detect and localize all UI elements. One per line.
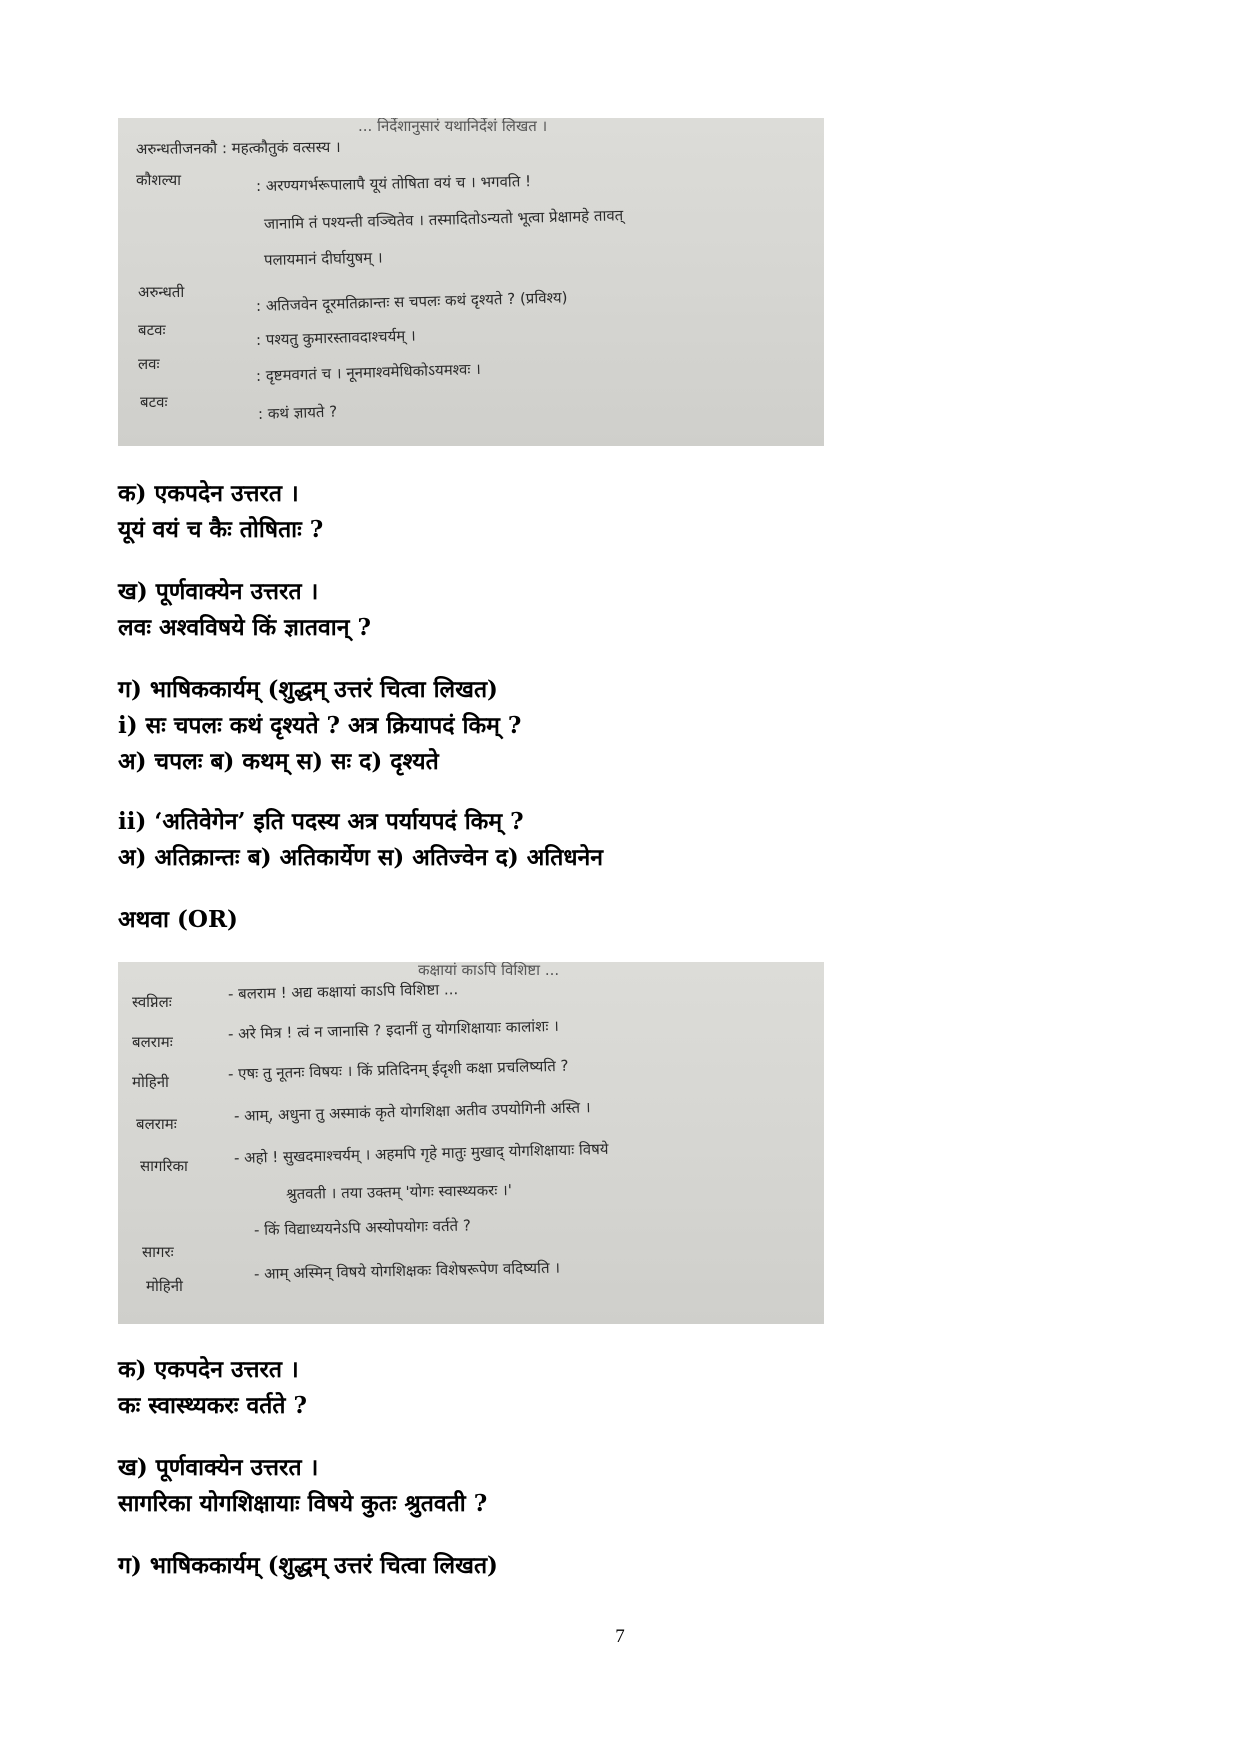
speaker-label: बटवः [138,321,166,339]
dialogue-text: - आम् अस्मिन् विषये योगशिक्षकः विशेषरूपेण वदिष्यति । [253,1258,561,1283]
question-title: ख) पूर्णवाक्येन उत्तरत । [118,578,319,605]
answer-options: अ) अतिक्रान्तः ब) अतिकार्येण स) अतिज्वेन द) अतिधनेन [118,844,604,871]
speaker-label: लवः [138,355,160,373]
speaker-label: बलरामः [132,1033,173,1051]
question-title: क) एकपदेन उत्तरत । [118,480,299,507]
dialogue-text: - किं विद्याध्ययनेऽपि अस्योपयोगः वर्तते ? [253,1216,472,1239]
speaker-label: मोहिनी [146,1277,183,1295]
dialogue-text: श्रुतवती । तया उक्तम् 'योगः स्वास्थ्यकरः ।' [285,1181,513,1203]
question-text: कः स्वास्थ्यकरः वर्तते ? [118,1392,307,1419]
dialogue-text: जानामि तं पश्यन्ती वञ्चितेव । तस्मादितोऽन्यतो भूत्वा प्रेक्षामहे तावत् [263,206,624,233]
dialogue-text: पलायमानं दीर्घायुषम् । [263,248,383,269]
question-title: ख) पूर्णवाक्येन उत्तरत । [118,1454,319,1481]
passage-image-1 [118,118,824,446]
speaker-label: स्वप्निलः [132,993,172,1011]
speaker-label: बलरामः [136,1115,177,1133]
dialogue-text: : अरण्यगर्भरूपालापै यूयं तोषिता वयं च । भगवति ! [255,172,532,195]
page-number: 7 [615,1626,625,1647]
dialogue-text: - बलराम ! अद्य कक्षायां काऽपि विशिष्टा ... [227,980,459,1003]
question-text: i) सः चपलः कथं दृश्यते ? अत्र क्रियापदं किम् ? [118,712,522,739]
speaker-label: मोहिनी [132,1073,169,1091]
question-title: ग) भाषिककार्यम् (शुद्धम् उत्तरं चित्वा लिखत) [118,676,498,703]
dialogue-text: - आम्, अधुना तु अस्माकं कृते योगशिक्षा अतीव उपयोगिनी अस्ति । [233,1098,591,1125]
dialogue-text: - अरे मित्र ! त्वं न जानासि ? इदानीं तु योगशिक्षायाः कालांशः । [227,1016,560,1043]
or-label: अथवा (OR) [118,906,238,933]
question-text: लवः अश्वविषये किं ज्ञातवान् ? [118,614,371,641]
question-text: सागरिका योगशिक्षायाः विषये कुतः श्रुतवती ? [118,1490,488,1517]
dialogue-text: : पश्यतु कुमारस्तावदाश्चर्यम् । [255,326,416,349]
question-title: ग) भाषिककार्यम् (शुद्धम् उत्तरं चित्वा लिखत) [118,1552,498,1579]
speaker-label: अरुन्धती [138,283,185,301]
speaker-label: बटवः [140,393,168,411]
dialogue-text: : अतिजवेन दूरमतिक्रान्तः स चपलः कथं दृश्यते ? (प्रविश्य) [255,288,568,315]
dialogue-text: : दृष्टमवगतं च । नूनमाश्वमेधिकोऽयमश्वः । [255,359,482,385]
speaker-label: सागरिका [140,1157,188,1175]
passage-cut-heading: कक्षायां काऽपि विशिष्टा ... [418,962,560,979]
passage-cut-heading: ... निर्देशानुसारं यथानिर्देशं लिखत । [358,118,548,135]
dialogue-text: - एषः तु नूतनः विषयः । किं प्रतिदिनम् ईदृशी कक्षा प्रचलिष्यति ? [227,1056,569,1083]
question-text: यूयं वयं च कैः तोषिताः ? [118,516,324,543]
dialogue-line: अरुन्धतीजनकौ : महत्कौतुकं वत्सस्य । [135,137,341,159]
passage-image-2 [118,962,824,1324]
answer-options: अ) चपलः ब) कथम् स) सः द) दृश्यते [118,748,439,775]
dialogue-text: - अहो ! सुखदमाश्चर्यम् । अहमपि गृहे मातुः मुखाद् योगशिक्षायाः विषये [233,1139,609,1167]
speaker-label: सागरः [142,1243,174,1261]
question-title: क) एकपदेन उत्तरत । [118,1356,299,1383]
dialogue-text: : कथं ज्ञायते ? [257,402,338,423]
question-text: ii) ‘अतिवेगेन’ इति पदस्य अत्र पर्यायपदं किम् ? [118,808,524,835]
speaker-label: कौशल्या [136,171,182,189]
